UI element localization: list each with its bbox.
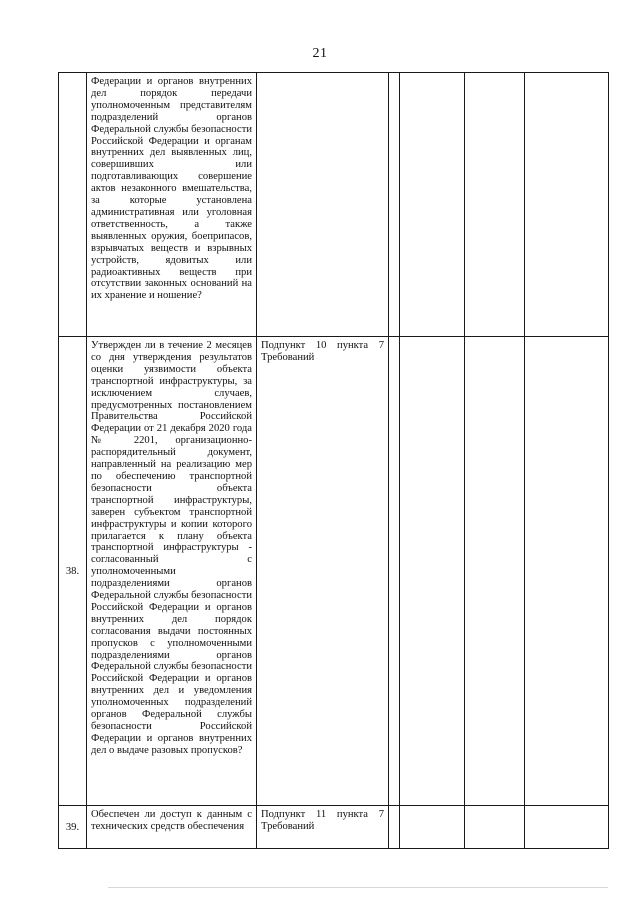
answer-cell — [525, 73, 609, 337]
answer-cell — [465, 337, 525, 806]
page-number: 21 — [312, 46, 328, 61]
table-row — [59, 806, 609, 849]
answer-cell — [400, 73, 465, 337]
answer-cell — [465, 73, 525, 337]
scan-artifact-line — [108, 887, 608, 888]
requirement-question: Утвержден ли в течение 2 месяцев со дня утверждения результатов оценки уязвимости объекта транспортной инфраструктуры, за исключением случаев, предусмотренных постановлением Правительства Российской Федерации от 21 декабря 2020 года № 2201, организационно-распорядительный документ, направленный на реализацию мер по обеспечению транспортной безопасности объекта транспортной инфраструктуры, заверен субъектом транспортной инфраструктуры и копии которого прилагается к плану объекта транспортной инфраструктуры - согласованный с уполномоченными подразделениями органов Федеральной службы безопасности Российской Федерации и органов внутренних дел порядок согласования выдачи постоянных пропусков с уполномоченными подразделениями органов Федеральной службы безопасности Российской Федерации и органов внутренних дел и уведомления уполномоченных подразделений органов Федеральной службы безопасности Российской Федерации и органов внутренних дел о выдаче разовых пропусков? — [87, 337, 257, 806]
row-number: 38. — [59, 337, 87, 806]
table-row — [59, 337, 609, 806]
checklist-table — [58, 72, 609, 849]
answer-cell — [389, 806, 400, 849]
answer-cell — [389, 337, 400, 806]
answer-cell — [525, 806, 609, 849]
requirement-question: Обеспечен ли доступ к данным с технических средств обеспечения — [87, 806, 257, 849]
answer-cell — [389, 73, 400, 337]
answer-cell — [400, 806, 465, 849]
legal-reference: Подпункт 11 пункта 7 Требований — [257, 806, 389, 849]
legal-reference — [257, 73, 389, 337]
legal-reference: Подпункт 10 пункта 7 Требований — [257, 337, 389, 806]
answer-cell — [465, 806, 525, 849]
row-number — [59, 73, 87, 337]
answer-cell — [525, 337, 609, 806]
requirement-question: Федерации и органов внутренних дел порядок передачи уполномоченным представителям подразделений органов Федеральной службы безопасности Российской Федерации и органам внутренних дел выявленных лиц, совершивших или подготавливающих совершение актов незаконного вмешательства, за которые установлена административная или уголовная ответственность, а также выявленных оружия, боеприпасов, взрывчатых веществ и взрывных устройств, ядовитых или радиоактивных веществ при отсутствии законных оснований на их хранение и ношение? — [87, 73, 257, 337]
table-row — [59, 73, 609, 337]
row-number: 39. — [59, 806, 87, 849]
answer-cell — [400, 337, 465, 806]
